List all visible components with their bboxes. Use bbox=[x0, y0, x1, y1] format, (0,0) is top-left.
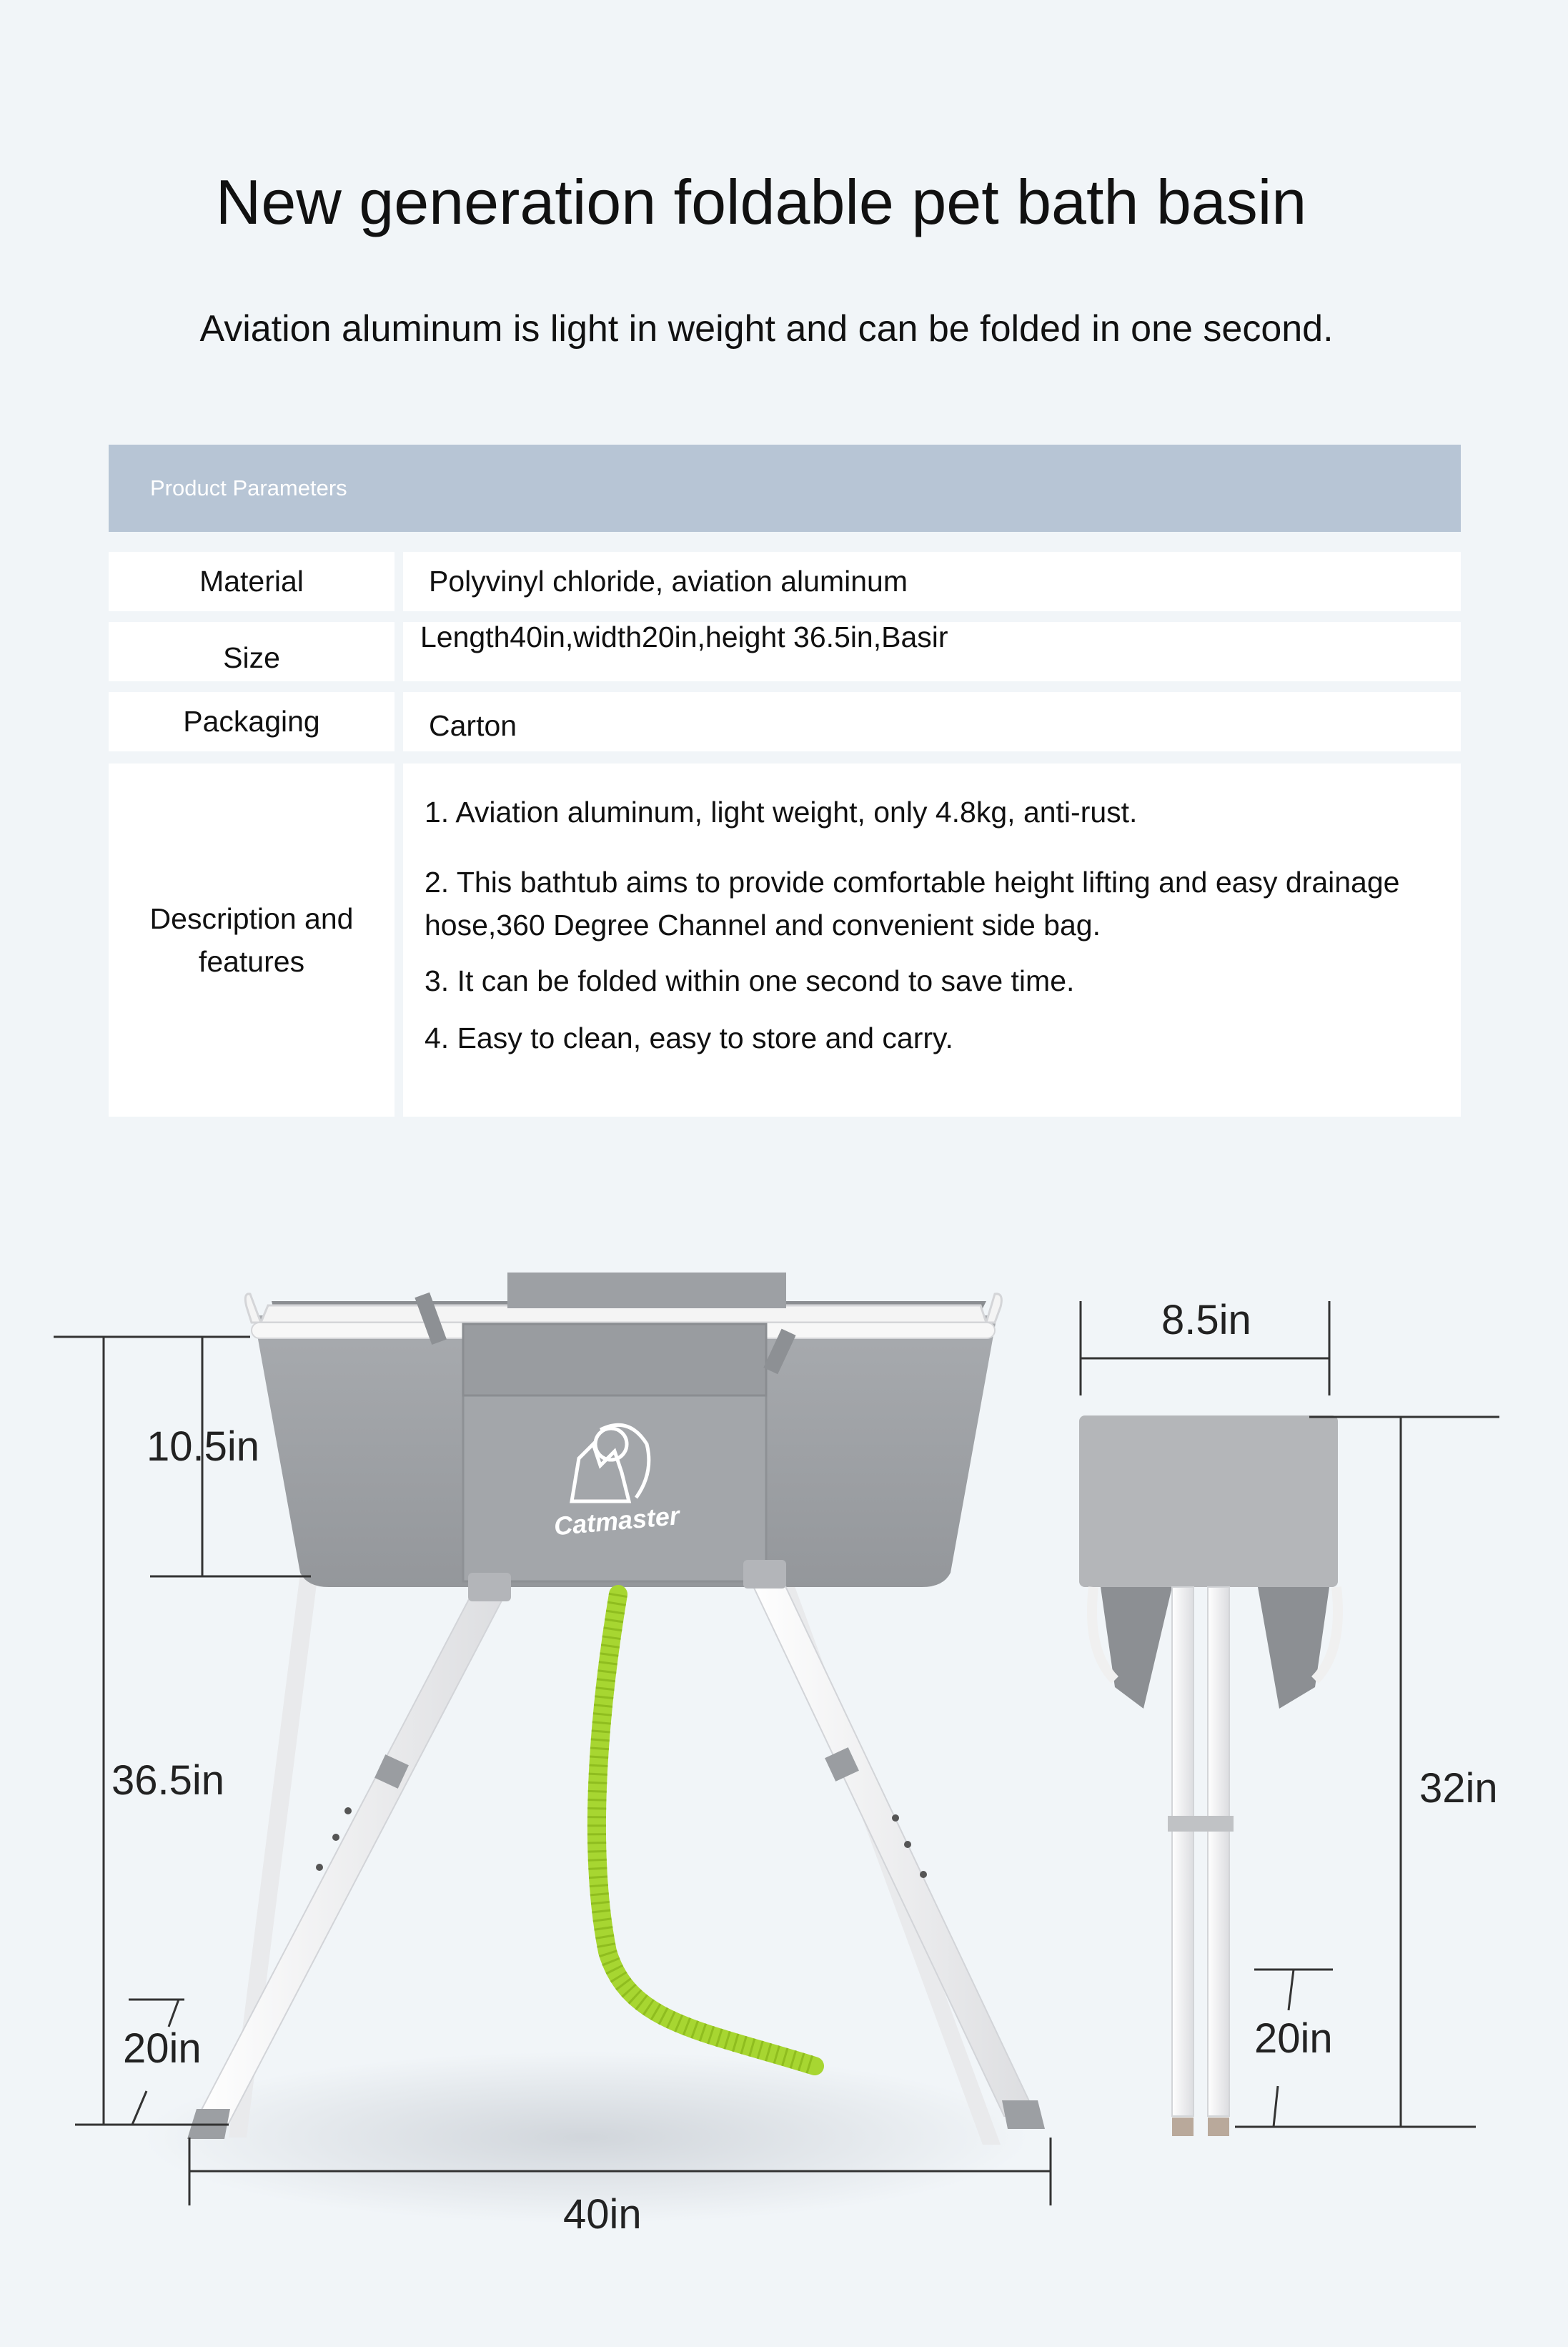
dim-label-basin-depth: 10.5in bbox=[147, 1423, 260, 1470]
side-bag-flap bbox=[463, 1324, 766, 1395]
dim-label-length: 40in bbox=[563, 2191, 642, 2238]
param-label-description: Description and features bbox=[109, 764, 395, 1117]
folded-leg-clip bbox=[1168, 1816, 1234, 1832]
drainage-hose bbox=[597, 1594, 815, 2066]
dim-label-total-height: 36.5in bbox=[111, 1757, 225, 1804]
page-subtitle: Aviation aluminum is light in weight and can be folded in one second. bbox=[199, 308, 1334, 350]
folded-foot-left bbox=[1172, 2118, 1194, 2136]
dim-label-leg-adjust-left: 20in bbox=[123, 2025, 202, 2072]
product-parameters-heading: Product Parameters bbox=[150, 475, 347, 500]
feature-item-4: 4. Easy to clean, easy to store and carry. bbox=[425, 1022, 953, 1054]
leg-hole bbox=[920, 1871, 927, 1878]
param-label-packaging: Packaging bbox=[109, 692, 395, 751]
leg-hole bbox=[892, 1814, 899, 1822]
dim-label-folded-height: 32in bbox=[1419, 1765, 1498, 1812]
feature-item-3: 3. It can be folded within one second to save time. bbox=[425, 964, 1075, 997]
dim-label-folded-width: 8.5in bbox=[1161, 1297, 1251, 1343]
feature-item-1: 1. Aviation aluminum, light weight, only 4.8kg, anti-rust. bbox=[425, 796, 1138, 829]
side-bag-top bbox=[507, 1273, 786, 1308]
leg-hole bbox=[316, 1864, 323, 1871]
param-value-description bbox=[403, 764, 1461, 1117]
brand-logo-text: Catmaster bbox=[552, 1501, 681, 1541]
param-value-size-text: Length40in,width20in,height 36.5in,Basir bbox=[420, 621, 948, 653]
param-value-size bbox=[403, 622, 1461, 681]
front-leg-left bbox=[194, 1587, 509, 2123]
param-value-packaging: Carton bbox=[403, 692, 1461, 751]
folded-body bbox=[1079, 1415, 1338, 1587]
param-value-material: Polyvinyl chloride, aviation aluminum bbox=[403, 552, 1461, 611]
leg-joint-right bbox=[743, 1560, 786, 1588]
folded-leg-right bbox=[1208, 1587, 1229, 2116]
foot-right bbox=[1002, 2100, 1045, 2129]
leg-hole bbox=[344, 1807, 352, 1814]
param-label-size: Size bbox=[109, 622, 395, 681]
product-illustration bbox=[0, 1215, 1568, 2343]
folded-foot-right bbox=[1208, 2118, 1229, 2136]
dim-line-leg-right-lower bbox=[1274, 2086, 1278, 2127]
page-title: New generation foldable pet bath basin bbox=[215, 167, 1307, 237]
dim-line-leg-left-upper bbox=[169, 2000, 179, 2027]
leg-hole bbox=[332, 1834, 339, 1841]
folded-leg-left bbox=[1172, 1587, 1194, 2116]
param-label-material: Material bbox=[109, 552, 395, 611]
dim-label-leg-adjust-right: 20in bbox=[1254, 2015, 1333, 2062]
leg-joint-left bbox=[468, 1573, 511, 1601]
leg-hole bbox=[904, 1841, 911, 1848]
feature-item-2: 2. This bathtub aims to provide comfortable height lifting and easy drainage hose,360 Degree Channel and convenient side bag. bbox=[425, 866, 1400, 942]
product-dimension-figure bbox=[0, 1215, 1568, 2343]
product-parameters-header bbox=[109, 445, 1461, 532]
open-bath-basin bbox=[187, 1273, 1045, 2145]
dim-line-leg-left-lower bbox=[132, 2091, 147, 2125]
front-leg-right bbox=[747, 1573, 1036, 2116]
dim-line-leg-right-upper bbox=[1289, 1970, 1294, 2010]
